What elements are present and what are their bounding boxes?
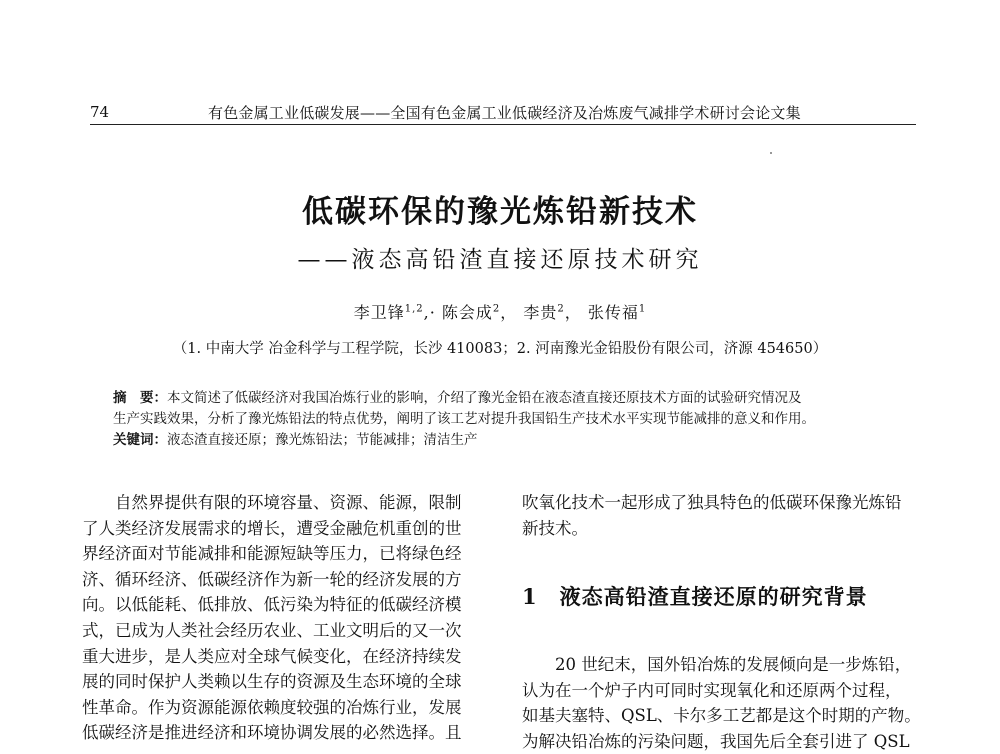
scan-speck: [770, 152, 772, 154]
body-column-right-top: [522, 490, 932, 541]
author-list: [0, 300, 1000, 323]
body-line: 20 世纪末，国外铅冶炼的发展倾向是一步炼铅，: [522, 655, 912, 674]
affiliations: （1. 中南大学 冶金科学与工程学院，长沙 410083；2. 河南豫光金铅股份有限公司，济源 454650）: [172, 341, 828, 357]
body-line: 自然界提供有限的环境容量、资源、能源，限制: [82, 493, 462, 512]
body-line: 界经济面对节能减排和能源短缺等压力，已将绿色经: [82, 544, 462, 564]
author-separator: ，: [564, 303, 582, 322]
body-column-right-bottom: [522, 652, 932, 754]
author-affil-mark: 1: [638, 303, 647, 315]
abstract-label: 摘 要：: [113, 390, 167, 406]
author-separator: ,·: [423, 303, 436, 322]
paper-subtitle: ——液态高铅渣直接还原技术研究: [297, 247, 703, 273]
author-name: 李卫锋: [353, 303, 405, 322]
keywords-label: 关键词：: [113, 432, 167, 448]
body-line: 为解决铅冶炼的污染问题，我国先后全套引进了 QSL: [522, 731, 910, 751]
body-line: 向。以低能耗、低排放、低污染为特征的低碳经济模: [82, 595, 462, 615]
author-affil-mark: 1,2: [404, 303, 424, 315]
abstract-text: 生产实践效果，分析了豫光炼铅法的特点优势，阐明了该工艺对提升我国铅生产技术水平实现节能减排的意义和作用。: [113, 411, 815, 427]
header-rule: [90, 124, 916, 125]
abstract-text: 本文简述了低碳经济对我国冶炼行业的影响，介绍了豫光金铅在液态渣直接还原技术方面的试验研究情况及: [167, 390, 802, 406]
author-affil-mark: 2: [492, 303, 501, 315]
body-column-left: [82, 490, 488, 746]
author-name: 陈会成: [441, 303, 493, 322]
body-line: 新技术。: [522, 518, 588, 538]
section-number: 1: [522, 584, 538, 609]
page-number: 74: [90, 103, 110, 121]
body-line: 如基夫塞特、QSL、卡尔多工艺都是这个时期的产物。: [522, 706, 921, 726]
body-line: 低碳经济是推进经济和环境协调发展的必然选择。且: [82, 723, 462, 743]
body-line: 展的同时保护人类赖以生存的资源及生态环境的全球: [82, 672, 462, 692]
body-line: 式，已成为人类社会经历农业、工业文明后的又一次: [82, 620, 462, 640]
author-affil-mark: 2: [557, 303, 565, 315]
section-heading: [522, 581, 868, 611]
keywords-line: [113, 430, 903, 451]
section-title: 液态高铅渣直接还原的研究背景: [559, 584, 868, 609]
running-header: 有色金属工业低碳发展——全国有色金属工业低碳经济及冶炼废气减排学术研讨会论文集: [208, 104, 801, 122]
body-line: 性革命。作为资源能源依赖度较强的冶炼行业，发展: [82, 697, 462, 717]
body-line: 吹氧化技术一起形成了独具特色的低碳环保豫光炼铅: [522, 493, 902, 512]
author-name: 张传福: [587, 303, 639, 322]
author-separator: ，: [500, 303, 518, 322]
keywords-text: 液态渣直接还原；豫光炼铅法；节能减排；清洁生产: [167, 432, 478, 448]
body-line: 重大进步，是人类应对全球气候变化，在经济持续发: [82, 646, 462, 666]
paper-title: 低碳环保的豫光炼铅新技术: [302, 194, 698, 230]
body-line: 认为在一个炉子内可同时实现氧化和还原两个过程，: [522, 680, 902, 700]
abstract-block: [113, 388, 903, 451]
author-name: 李贵: [523, 303, 558, 322]
body-line: 济、循环经济、低碳经济作为新一轮的经济发展的方: [82, 569, 462, 589]
abstract-line: [113, 388, 903, 409]
body-line: 了人类经济发展需求的增长，遭受金融危机重创的世: [82, 518, 462, 538]
